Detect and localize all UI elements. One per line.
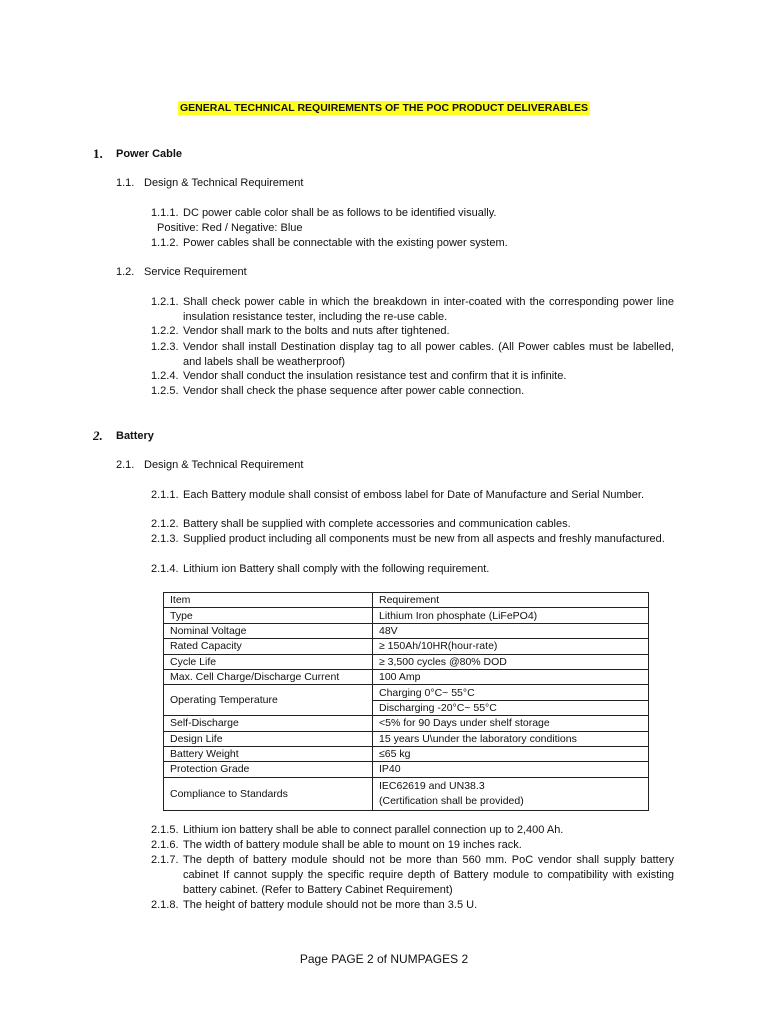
table-cell: Design Life (164, 731, 373, 746)
table-cell: Compliance to Standards (164, 777, 373, 810)
list-item: 2.1.2. Battery shall be supplied with complete accessories and communication cables. (151, 518, 571, 530)
table-row (164, 608, 649, 623)
list-item: 2.1.6. The width of battery module shall be able to mount on 19 inches rack. (151, 839, 522, 851)
subsection-1-1-heading: Design & Technical Requirement (144, 177, 304, 189)
table-row (164, 669, 649, 684)
list-item: 2.1.5. Lithium ion battery shall be able to connect parallel connection up to 2,400 Ah. (151, 824, 564, 836)
table-cell: Rated Capacity (164, 639, 373, 654)
table-row (164, 746, 649, 761)
table-cell: Max. Cell Charge/Discharge Current (164, 669, 373, 684)
table-cell: ≥ 3,500 cycles @80% DOD (373, 654, 649, 669)
table-row (164, 731, 649, 746)
table-cell: Nominal Voltage (164, 623, 373, 638)
list-item: 1.2.1. Shall check power cable in which the breakdown in inter-coated with the corresponding power line insulation resistance tester, including the re-use cable. (151, 296, 674, 323)
section-2-heading: Battery (116, 430, 154, 442)
list-item: 1.2.2. Vendor shall mark to the bolts and nuts after tightened. (151, 325, 450, 337)
section-2-number: 2. (93, 428, 103, 443)
list-item: 2.1.7. The depth of battery module should not be more than 560 mm. PoC vendor shall supply battery cabinet If cannot supply the specific require depth of Battery module to compatibility with existing battery cabinet. (Refer to Battery Cabinet Requirement) (151, 854, 674, 896)
subsection-1-2-heading: Service Requirement (144, 266, 247, 278)
table-cell: 48V (373, 623, 649, 638)
polarity-colors: Positive: Red / Negative: Blue (157, 222, 303, 234)
list-item: 2.1.8. The height of battery module should not be more than 3.5 U. (151, 899, 478, 911)
battery-requirement-table (163, 592, 649, 811)
table-row (164, 654, 649, 669)
subsection-2-1-number: 2.1. (116, 459, 135, 471)
list-item: 1.1.1. DC power cable color shall be as follows to be identified visually. (151, 207, 497, 219)
table-cell: Type (164, 608, 373, 623)
table-cell: IP40 (373, 762, 649, 777)
table-cell: Discharging -20°C~ 55°C (373, 700, 649, 715)
table-cell: <5% for 90 Days under shelf storage (373, 716, 649, 731)
table-header-row (164, 593, 649, 608)
subsection-1-1-number: 1.1. (116, 177, 135, 189)
table-row (164, 762, 649, 777)
table-cell: 100 Amp (373, 669, 649, 684)
table-cell: Lithium Iron phosphate (LiFePO4) (373, 608, 649, 623)
list-item: 1.2.4. Vendor shall conduct the insulation resistance test and confirm that it is infinite. (151, 370, 567, 382)
table-cell (373, 777, 649, 810)
table-cell: ≥ 150Ah/10HR(hour-rate) (373, 639, 649, 654)
table-cell: Operating Temperature (164, 685, 373, 716)
section-1-number: 1. (93, 146, 103, 161)
table-cell: Cycle Life (164, 654, 373, 669)
table-cell: Protection Grade (164, 762, 373, 777)
table-cell: 15 years U\under the laboratory conditions (373, 731, 649, 746)
table-cell: Self-Discharge (164, 716, 373, 731)
list-item: 2.1.3. Supplied product including all components must be new from all aspects and freshly manufactured. (151, 533, 665, 545)
table-row (164, 685, 649, 700)
compliance-line: IEC62619 and UN38.3 (379, 779, 485, 792)
table-header-cell: Requirement (373, 593, 649, 608)
table-header-cell: Item (164, 593, 373, 608)
table-row (164, 639, 649, 654)
table-cell: Battery Weight (164, 746, 373, 761)
compliance-line: (Certification shall be provided) (379, 794, 524, 807)
subsection-1-2-number: 1.2. (116, 266, 135, 278)
table-row (164, 716, 649, 731)
table-cell: ≤65 kg (373, 746, 649, 761)
document-title: GENERAL TECHNICAL REQUIREMENTS OF THE POC PRODUCT DELIVERABLES (180, 102, 588, 114)
list-item: 1.2.3. Vendor shall install Destination display tag to all power cables. (All Power cables must be labelled, and labels shall be weatherproof) (151, 341, 674, 368)
list-item: 1.1.2. Power cables shall be connectable with the existing power system. (151, 237, 508, 249)
page-footer: Page PAGE 2 of NUMPAGES 2 (299, 952, 469, 966)
table-row (164, 623, 649, 638)
table-cell: Charging 0°C~ 55°C (373, 685, 649, 700)
subsection-2-1-heading: Design & Technical Requirement (144, 459, 304, 471)
table-row (164, 777, 649, 810)
section-1-heading: Power Cable (116, 148, 183, 160)
list-item: 2.1.1. Each Battery module shall consist of emboss label for Date of Manufacture and Serial Number. (151, 489, 645, 501)
list-item: 2.1.4. Lithium ion Battery shall comply with the following requirement. (151, 563, 490, 575)
list-item: 1.2.5. Vendor shall check the phase sequence after power cable connection. (151, 385, 525, 397)
